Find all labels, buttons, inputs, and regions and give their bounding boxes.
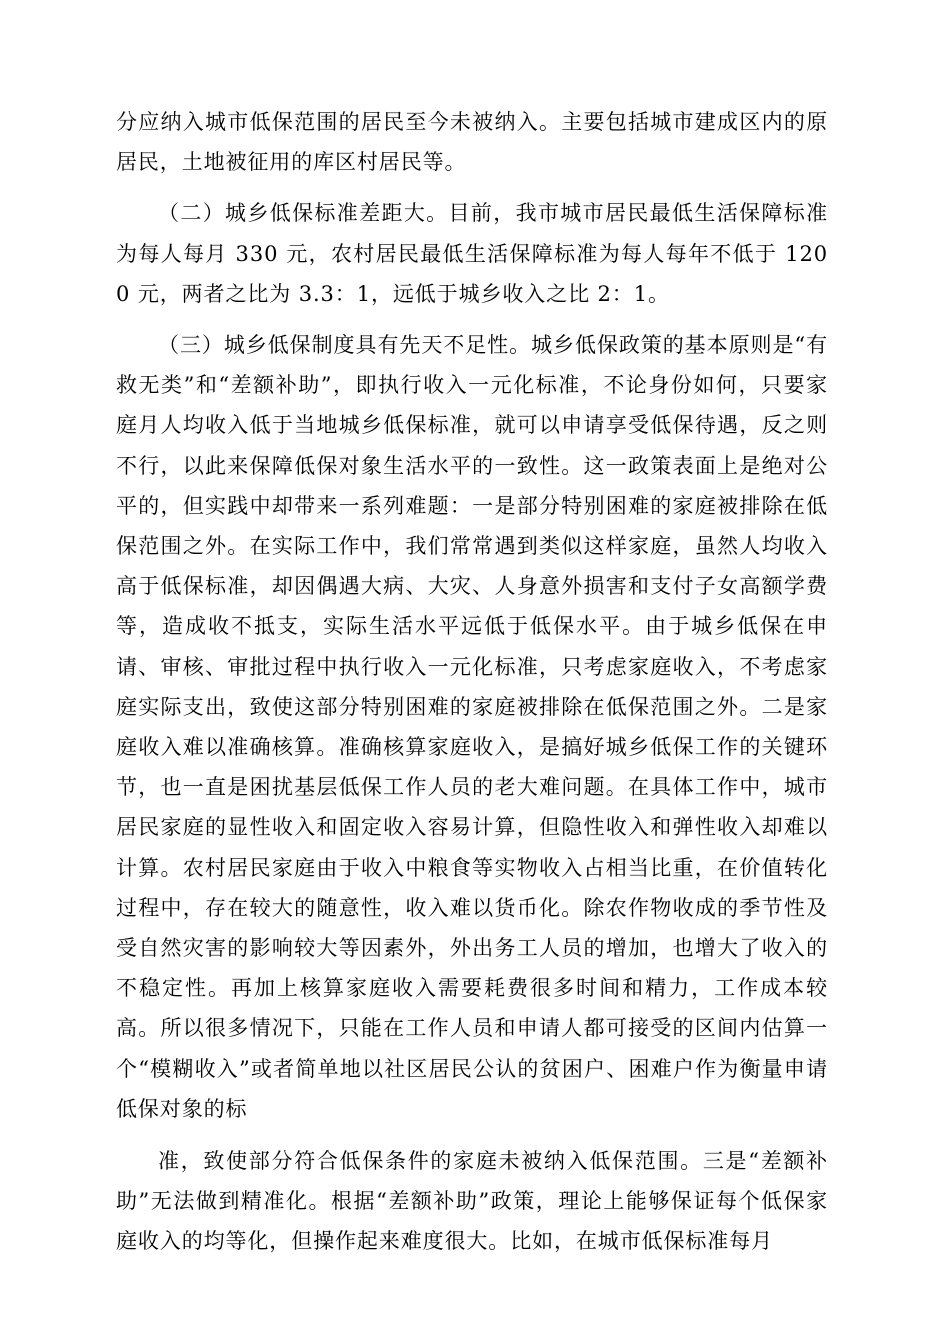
paragraph-system-deficiency: （三）城乡低保制度具有先天不足性。城乡低保政策的基本原则是“有救无类”和“差额补助”，即执行收入一元化标准，不论身份如何，只要家庭月人均收入低于当地城乡低保标准，就可以申请享受低保待遇，反之则不行，以此来保障低保对象生活水平的一致性。这一政策表面上是绝对公平的，但实践中却带来一系列难题：一是部分特别困难的家庭被排除在低保范围之外。在实际工作中，我们常常遇到类似这样家庭，虽然人均收入高于低保标准，却因偶遇大病、大灾、人身意外损害和支付子女高额学费等，造成收不抵支，实际生活水平远低于低保水平。由于城乡低保在申请、审核、审批过程中执行收入一元化标准，只考虑家庭收入，不考虑家庭实际支出，致使这部分特别困难的家庭被排除在低保范围之外。二是家庭收入难以准确核算。准确核算家庭收入，是搞好城乡低保工作的关键环节，也一直是困扰基层低保工作人员的老大难问题。在具体工作中，城市居民家庭的显性收入和固定收入容易计算，但隐性收入和弹性收入却难以计算。农村居民家庭由于收入中粮食等实物收入占相当比重，在价值转化过程中，存在较大的随意性，收入难以货币化。除农作物收成的季节性及受自然灾害的影响较大等因素外，外出务工人员的增加，也增大了收入的不稳定性。再加上核算家庭收入需要耗费很多时间和精力，工作成本较高。所以很多情况下，只能在工作人员和申请人都可接受的区间内估算一个“模糊收入”或者简单地以社区居民公认的贫困户、困难户作为衡量申请低保对象的标 — [116, 333, 828, 1121]
paragraph-differential-subsidy: 准，致使部分符合低保条件的家庭未被纳入低保范围。三是“差额补助”无法做到精准化。根据“差额补助”政策，理论上能够保证每个低保家庭收入的均等化，但操作起来难度很大。比如，在城市低保标准每月 — [116, 1149, 828, 1254]
paragraph-standard-gap: （二）城乡低保标准差距大。目前，我市城市居民最低生活保障标准为每人每月 330 元，农村居民最低生活保障标准为每人每年不低于 1200 元，两者之比为 3.3：1，远低于城乡收入之比 2：1。 — [116, 201, 828, 306]
paragraph-continuation: 分应纳入城市低保范围的居民至今未被纳入。主要包括城市建成区内的原居民，土地被征用的库区村居民等。 — [116, 110, 828, 175]
document-page — [116, 102, 828, 1262]
